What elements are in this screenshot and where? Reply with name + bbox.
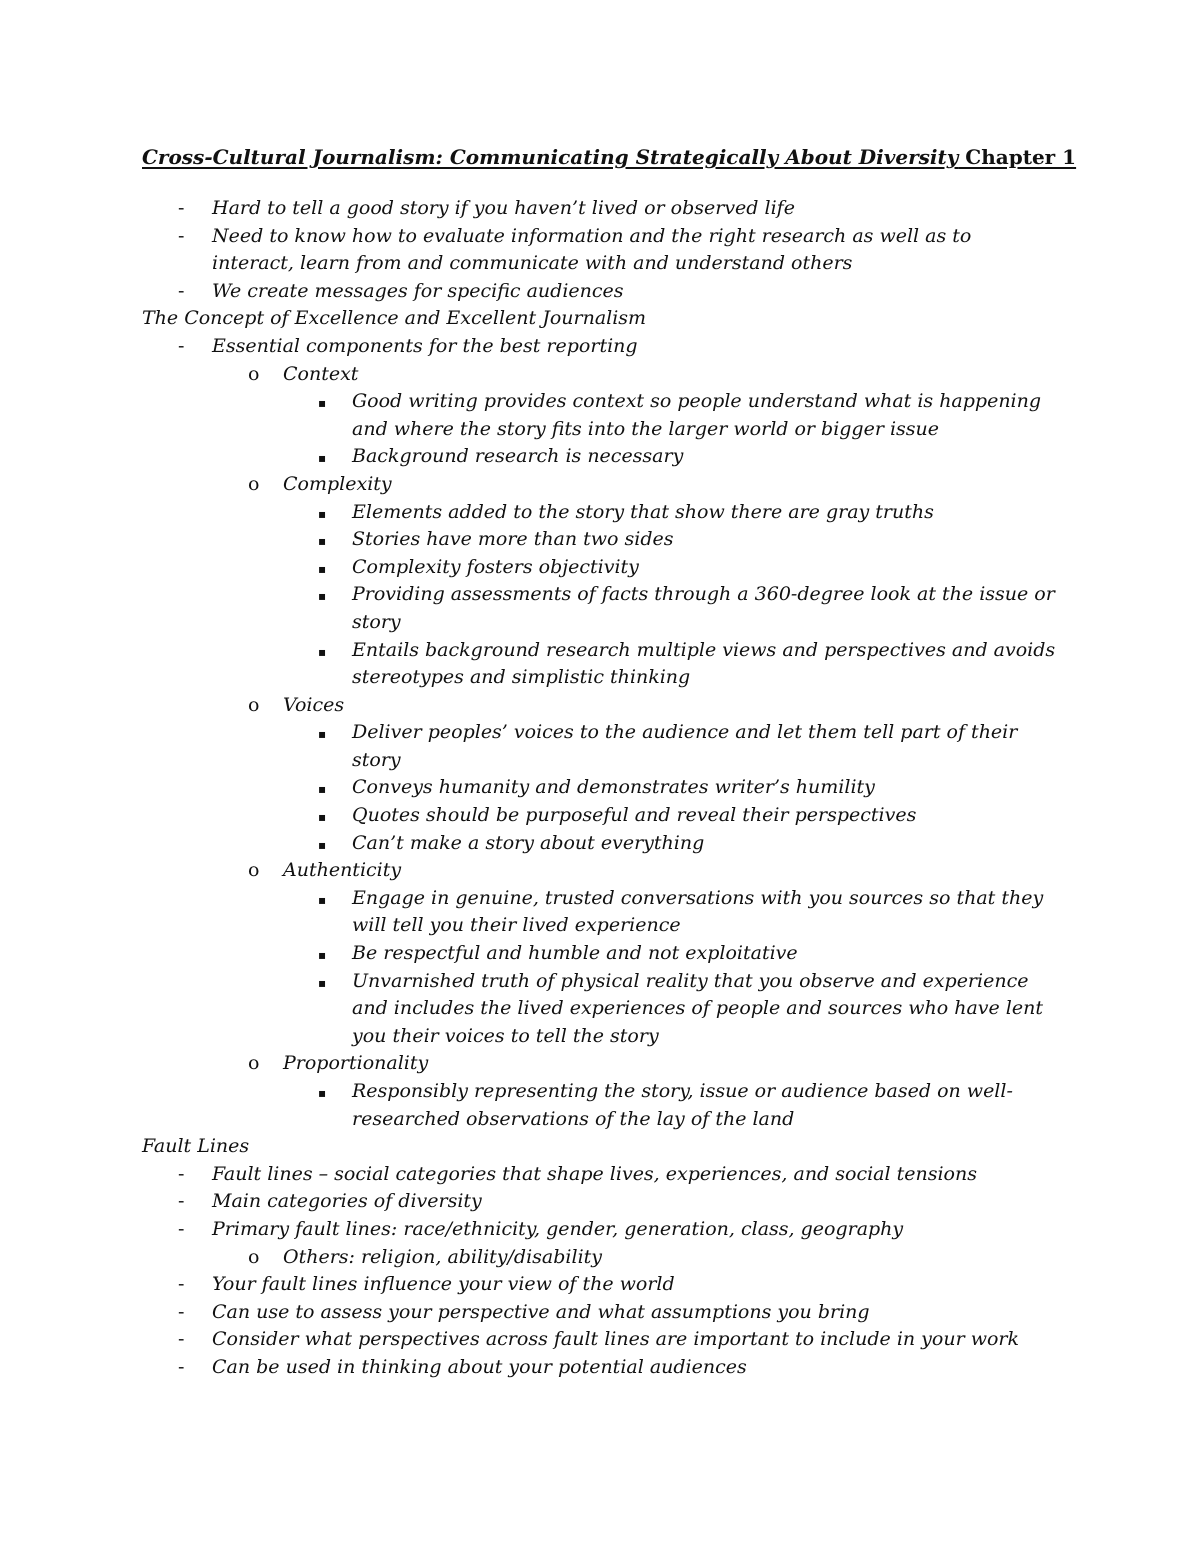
outline-item — [0, 416, 1200, 444]
square-bullet-icon: ▪ — [318, 644, 327, 659]
outline-text: Complexity — [283, 472, 392, 495]
outline-text: stereotypes and simplistic thinking — [352, 666, 691, 689]
circle-bullet-icon: o — [248, 362, 260, 385]
title-chapter: Chapter 1 — [958, 145, 1077, 169]
square-bullet-icon: ▪ — [318, 837, 327, 852]
outline-text: Consider what perspectives across fault lines are important to include in your work — [212, 1328, 1019, 1351]
outline-item — [0, 581, 1200, 609]
outline-text: will tell you their lived experience — [352, 914, 681, 937]
outline-text: interact, learn from and communicate with and understand others — [212, 252, 853, 275]
circle-bullet-icon: o — [248, 693, 260, 716]
outline-item — [0, 1216, 1200, 1244]
outline-item — [0, 1326, 1200, 1354]
square-bullet-icon: ▪ — [318, 975, 327, 990]
outline-item — [0, 1188, 1200, 1216]
outline-item — [0, 995, 1200, 1023]
dash-bullet-icon: - — [178, 1190, 185, 1213]
outline-item — [0, 664, 1200, 692]
outline-text: Deliver peoples’ voices to the audience and let them tell part of their — [352, 721, 1018, 744]
square-bullet-icon: ▪ — [318, 892, 327, 907]
square-bullet-icon: ▪ — [318, 727, 327, 742]
outline-item — [0, 471, 1200, 499]
outline-item — [0, 554, 1200, 582]
outline-item — [0, 747, 1200, 775]
outline-text: Context — [283, 362, 359, 385]
outline-text: The Concept of Excellence and Excellent Journalism — [142, 307, 647, 330]
outline-text: Others: religion, ability/disability — [283, 1245, 603, 1268]
section-heading — [0, 1133, 1200, 1161]
dash-bullet-icon: - — [178, 1355, 185, 1378]
dash-bullet-icon: - — [178, 334, 185, 357]
outline-item — [0, 940, 1200, 968]
dash-bullet-icon: - — [178, 1217, 185, 1240]
outline-item — [0, 609, 1200, 637]
outline-text: Authenticity — [283, 859, 402, 882]
square-bullet-icon: ▪ — [318, 534, 327, 549]
outline-text: Entails background research multiple views and perspectives and avoids — [352, 638, 1056, 661]
dash-bullet-icon: - — [178, 279, 185, 302]
outline-text: Fault lines – social categories that shape lives, experiences, and social tensions — [212, 1162, 977, 1185]
square-bullet-icon: ▪ — [318, 561, 327, 576]
outline-item — [0, 1106, 1200, 1134]
outline-text: Fault Lines — [142, 1135, 250, 1158]
outline-text: We create messages for specific audiences — [212, 279, 624, 302]
outline-text: Complexity fosters objectivity — [352, 555, 639, 578]
outline-text: Can be used in thinking about your potential audiences — [212, 1355, 747, 1378]
outline-item — [0, 526, 1200, 554]
dash-bullet-icon: - — [178, 1273, 185, 1296]
outline-text: story — [352, 610, 401, 633]
square-bullet-icon: ▪ — [318, 1086, 327, 1100]
outline-text: Main categories of diversity — [212, 1190, 482, 1213]
outline-text: Good writing provides context so people understand what is happening — [352, 390, 1042, 413]
outline-text: Conveys humanity and demonstrates writer’s humility — [352, 776, 875, 799]
notes-outline — [0, 195, 1200, 1382]
outline-text: Voices — [283, 693, 345, 716]
outline-text: Engage in genuine, trusted conversations with you sources so that they — [352, 886, 1044, 909]
outline-text: Hard to tell a good story if you haven’t lived or observed life — [212, 197, 795, 219]
outline-item — [0, 1023, 1200, 1051]
outline-item — [0, 1161, 1200, 1189]
circle-bullet-icon: o — [248, 859, 260, 882]
outline-text: Can use to assess your perspective and what assumptions you bring — [212, 1300, 870, 1323]
square-bullet-icon: ▪ — [318, 396, 327, 411]
outline-item — [0, 1354, 1200, 1382]
square-bullet-icon: ▪ — [318, 589, 327, 604]
outline-item — [0, 499, 1200, 527]
outline-item — [0, 443, 1200, 471]
outline-item — [0, 719, 1200, 747]
outline-text: Background research is necessary — [352, 445, 684, 468]
circle-bullet-icon: o — [248, 472, 260, 495]
dash-bullet-icon: - — [178, 1300, 185, 1323]
outline-text: Proportionality — [283, 1052, 429, 1075]
square-bullet-icon: ▪ — [318, 810, 327, 825]
outline-item — [0, 885, 1200, 913]
outline-item — [0, 912, 1200, 940]
outline-text: Unvarnished truth of physical reality that you observe and experience — [352, 969, 1029, 992]
outline-text: Quotes should be purposeful and reveal their perspectives — [352, 804, 917, 827]
section-heading — [0, 305, 1200, 333]
outline-item — [0, 195, 1200, 223]
title-book-name: Cross-Cultural Journalism: Communicating Strategically About Diversity — [142, 145, 959, 169]
outline-item — [0, 223, 1200, 251]
outline-item — [0, 1299, 1200, 1327]
square-bullet-icon: ▪ — [318, 782, 327, 797]
outline-item — [0, 333, 1200, 361]
outline-item — [0, 278, 1200, 306]
outline-item — [0, 250, 1200, 278]
outline-item — [0, 361, 1200, 389]
outline-text: Essential components for the best reporting — [212, 334, 638, 357]
square-bullet-icon: ▪ — [318, 451, 327, 466]
outline-item — [0, 857, 1200, 885]
circle-bullet-icon: o — [248, 1245, 260, 1268]
square-bullet-icon: ▪ — [318, 506, 327, 521]
outline-text: Your fault lines influence your view of the world — [212, 1273, 675, 1296]
outline-text: Stories have more than two sides — [352, 528, 674, 551]
outline-item — [0, 1050, 1200, 1078]
outline-text: story — [352, 748, 401, 771]
outline-text: Primary fault lines: race/ethnicity, gender, generation, class, geography — [212, 1217, 904, 1240]
outline-item — [0, 1271, 1200, 1299]
outline-item — [0, 692, 1200, 720]
outline-item — [0, 1078, 1200, 1106]
outline-item — [0, 637, 1200, 665]
outline-item — [0, 774, 1200, 802]
circle-bullet-icon: o — [248, 1052, 260, 1075]
outline-item — [0, 968, 1200, 996]
dash-bullet-icon: - — [178, 224, 185, 247]
dash-bullet-icon: - — [178, 1162, 185, 1185]
outline-text: and includes the lived experiences of people and sources who have lent — [352, 997, 1043, 1020]
outline-item — [0, 388, 1200, 416]
outline-item — [0, 830, 1200, 858]
outline-text: Be respectful and humble and not exploitative — [352, 942, 798, 965]
outline-text: Can’t make a story about everything — [352, 831, 705, 854]
document-title — [142, 143, 1076, 171]
outline-text: Elements added to the story that show there are gray truths — [352, 500, 934, 523]
dash-bullet-icon: - — [178, 1328, 185, 1351]
outline-text: researched observations of the lay of the land — [352, 1107, 795, 1130]
outline-text: Providing assessments of facts through a 360-degree look at the issue or — [352, 583, 1055, 606]
outline-item — [0, 802, 1200, 830]
dash-bullet-icon: - — [178, 197, 185, 219]
outline-text: Need to know how to evaluate information and the right research as well as to — [212, 224, 972, 247]
square-bullet-icon: ▪ — [318, 948, 327, 963]
outline-text: you their voices to tell the story — [352, 1024, 659, 1047]
outline-text: and where the story fits into the larger world or bigger issue — [352, 417, 940, 440]
outline-text: Responsibly representing the story, issue or audience based on well- — [352, 1080, 1013, 1102]
outline-item — [0, 1244, 1200, 1272]
